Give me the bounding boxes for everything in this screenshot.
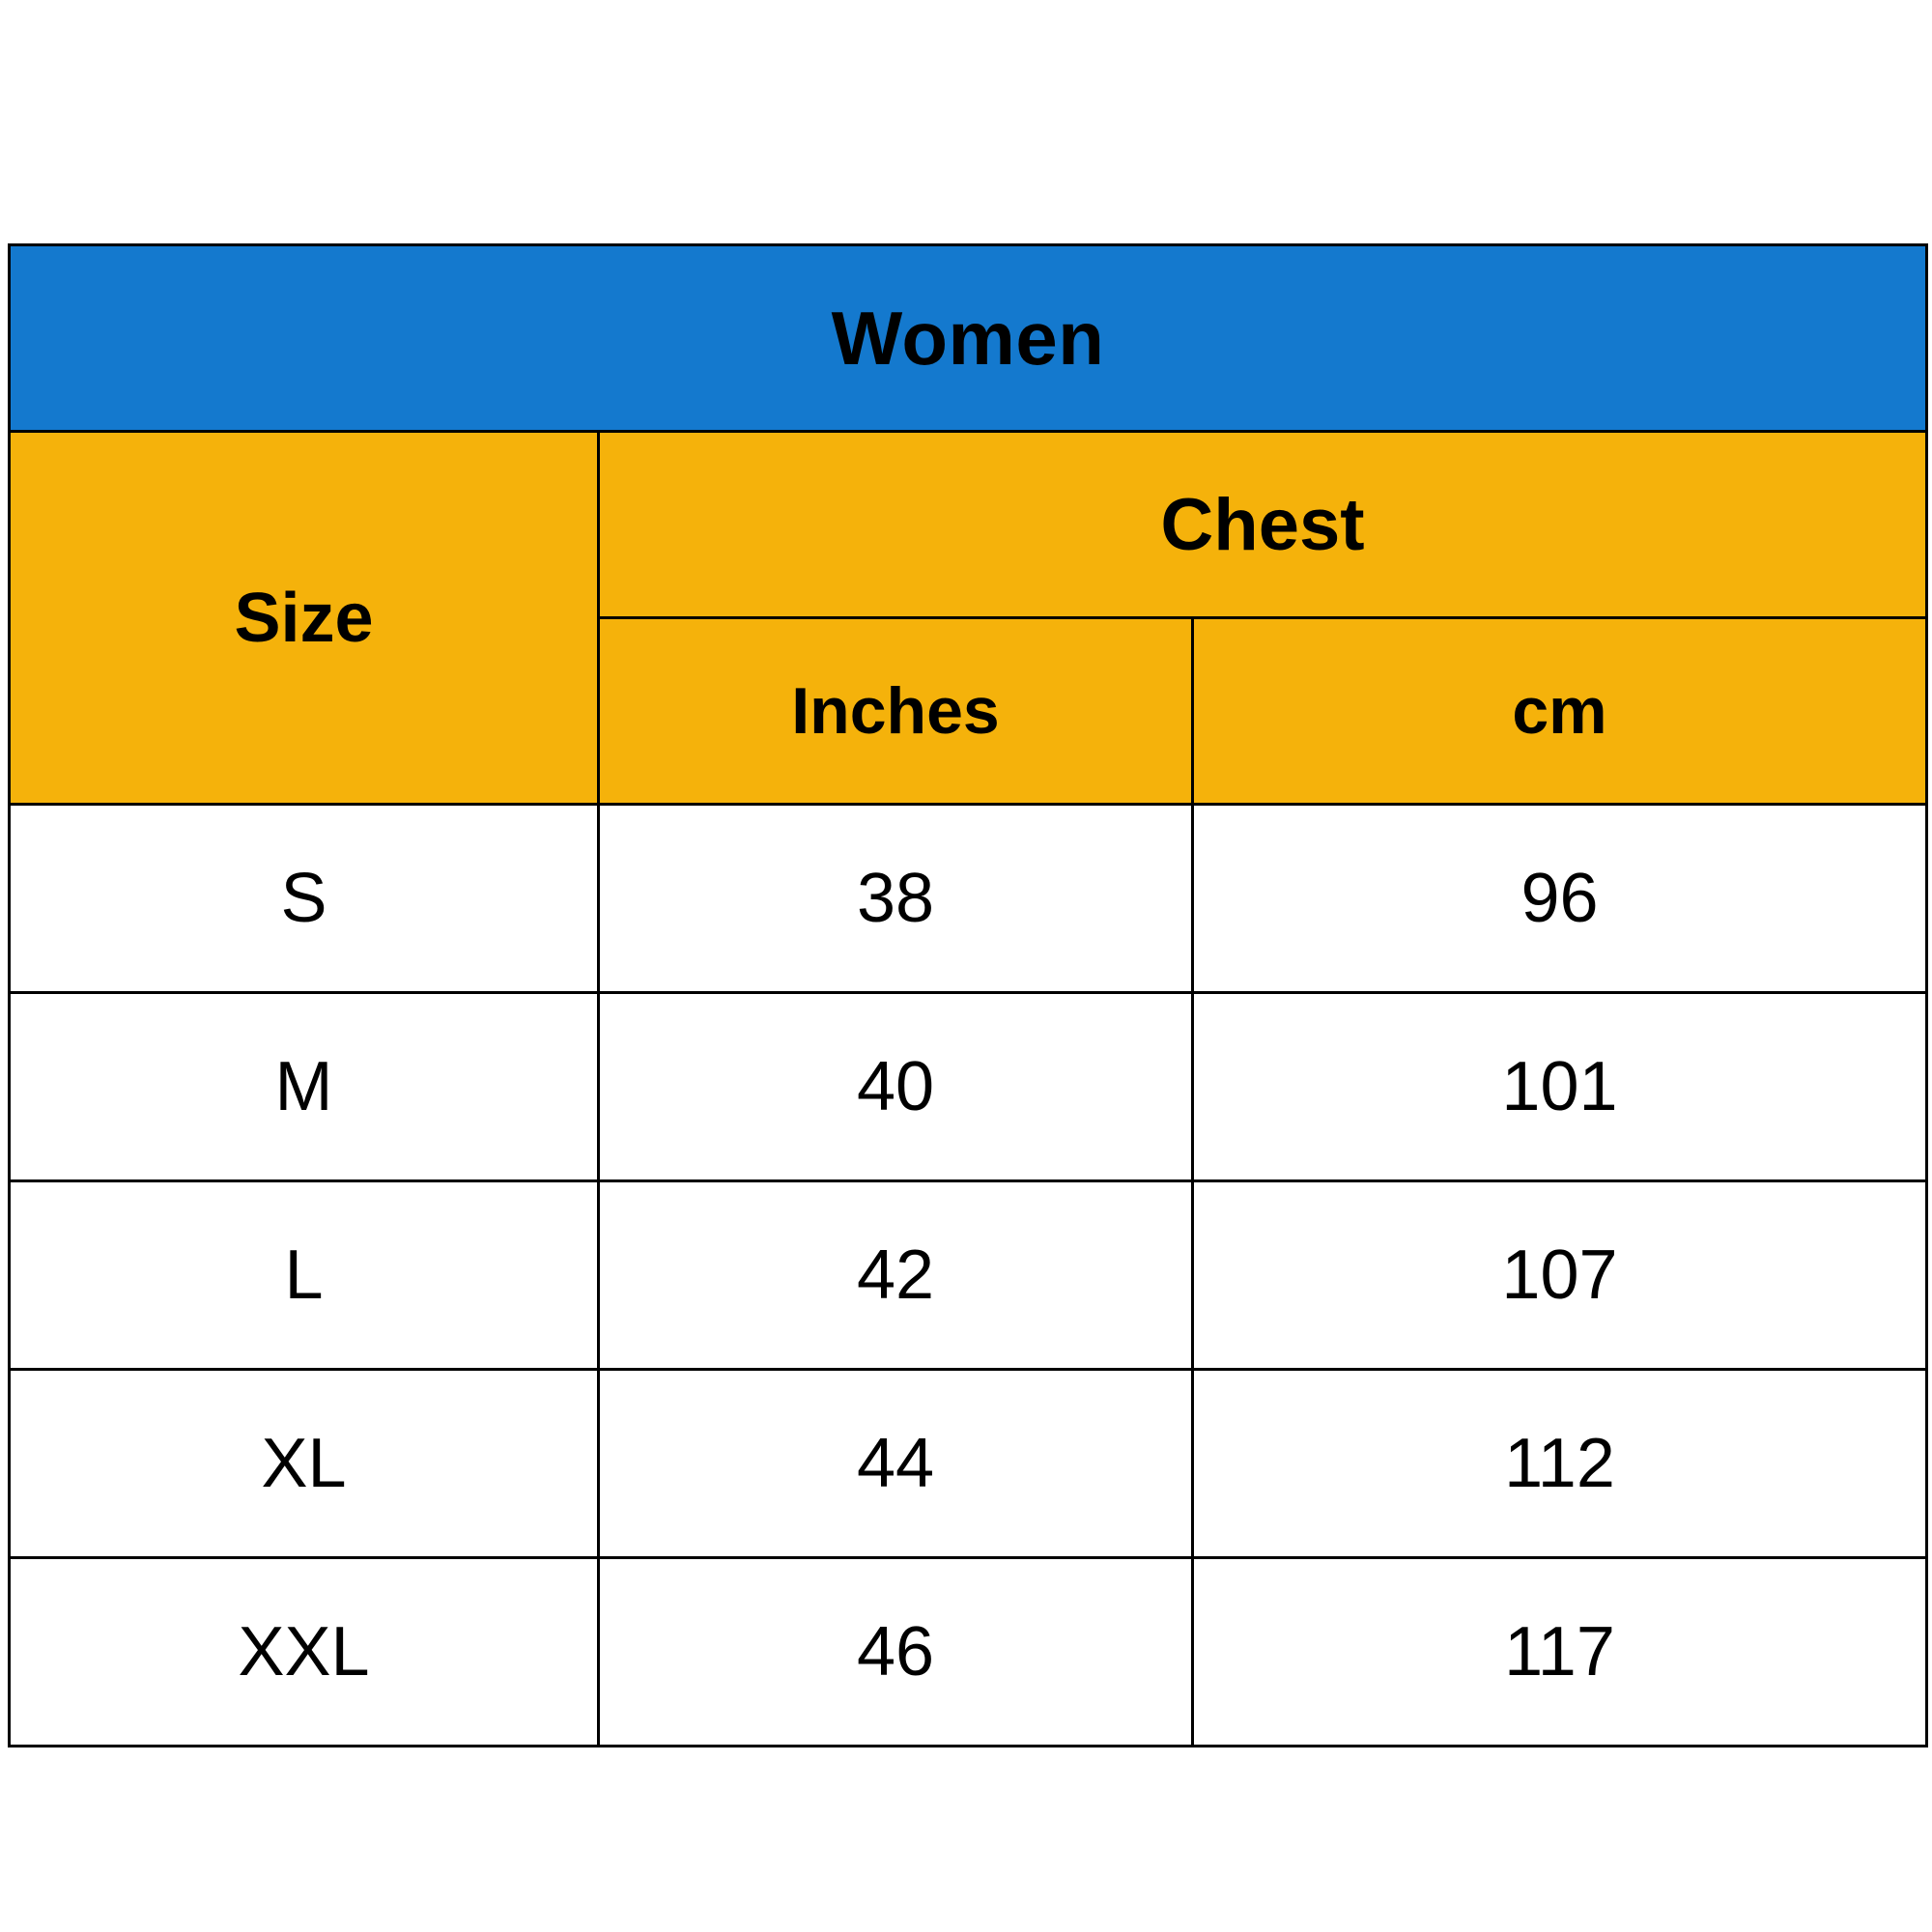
chart-title: Women [10,245,1927,432]
cell-chest-inches: 42 [599,1181,1193,1370]
cell-size: S [10,805,599,993]
cell-size: L [10,1181,599,1370]
cell-chest-cm: 112 [1193,1370,1927,1558]
table-row [10,1370,1927,1558]
cell-chest-inches: 40 [599,993,1193,1181]
header-chest: Chest [599,432,1927,618]
size-chart-table [8,243,1928,1747]
cell-size: XL [10,1370,599,1558]
header-unit-cm: cm [1193,618,1927,805]
cell-chest-cm: 107 [1193,1181,1927,1370]
cell-chest-cm: 96 [1193,805,1927,993]
table-row [10,805,1927,993]
header-unit-inches: Inches [599,618,1193,805]
table-row [10,1558,1927,1747]
table-row [10,1181,1927,1370]
cell-chest-inches: 44 [599,1370,1193,1558]
size-chart-container [8,243,1925,1721]
header-row-group [10,432,1927,618]
table-row [10,993,1927,1181]
cell-chest-cm: 101 [1193,993,1927,1181]
cell-chest-cm: 117 [1193,1558,1927,1747]
cell-size: M [10,993,599,1181]
cell-chest-inches: 38 [599,805,1193,993]
cell-chest-inches: 46 [599,1558,1193,1747]
header-size: Size [10,432,599,805]
cell-size: XXL [10,1558,599,1747]
chart-title-row [10,245,1927,432]
